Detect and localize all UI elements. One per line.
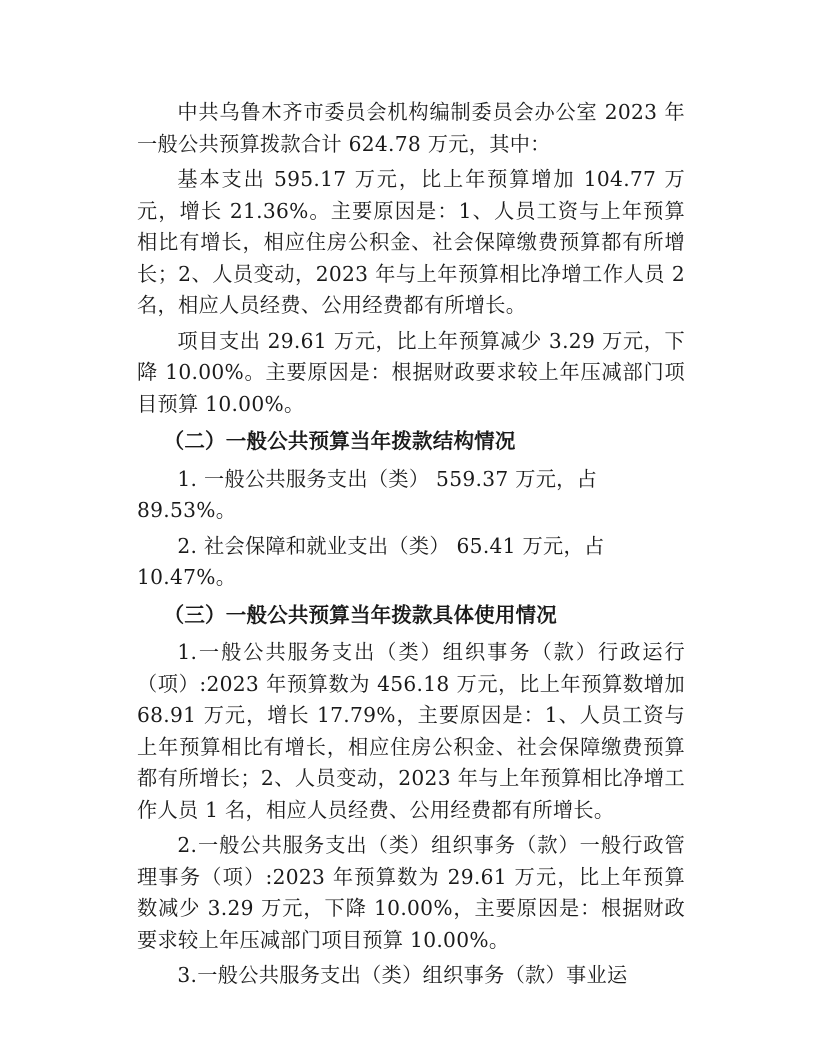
structure-item-2: 2. 社会保障和就业支出（类） 65.41 万元，占 10.47%。 (137, 533, 605, 589)
usage-item-2: 2.一般公共服务支出（类）组织事务（款）一般行政管理事务（项）:2023 年预算数为 29.61 万元，比上年预算数减少 3.29 万元，下降 10.00%，主要原因是：根据财政要求较上年压减部门项目预算 10.00%。 (137, 833, 685, 952)
document-body (137, 97, 685, 992)
budget-total-paragraph: 中共乌鲁木齐市委员会机构编制委员会办公室 2023 年一般公共预算拨款合计 624.78 万元，其中： (137, 100, 685, 156)
structure-item-1: 1. 一般公共服务支出（类） 559.37 万元，占 89.53%。 (137, 466, 598, 522)
section-heading-structure: （二）一般公共预算当年拨款结构情况 (163, 429, 516, 453)
basic-expenditure-paragraph: 基本支出 595.17 万元，比上年预算增加 104.77 万元，增长 21.36%。主要原因是：1、人员工资与上年预算相比有增长，相应住房公积金、社会保障缴费预算都有所增长；2、人员变动，2023 年与上年预算相比净增工作人员 2 名，相应人员经费、公用经费都有所增长。 (137, 167, 685, 317)
usage-item-3: 3.一般公共服务支出（类）组织事务（款）事业运 (177, 963, 628, 987)
project-expenditure-paragraph: 项目支出 29.61 万元，比上年预算减少 3.29 万元，下降 10.00%。主要原因是：根据财政要求较上年压减部门项目预算 10.00%。 (137, 328, 685, 416)
usage-item-1: 1.一般公共服务支出（类）组织事务（款）行政运行（项）:2023 年预算数为 456.18 万元，比上年预算数增加 68.91 万元，增长 17.79%，主要原因是：1、人员工资与上年预算相比有增长，相应住房公积金、社会保障缴费预算都有所增长；2、人员变动，2023 年与上年预算相比净增工作人员 1 名，相应人员经费、公用经费都有所增长。 (137, 640, 685, 822)
section-heading-usage: （三）一般公共预算当年拨款具体使用情况 (163, 602, 557, 627)
